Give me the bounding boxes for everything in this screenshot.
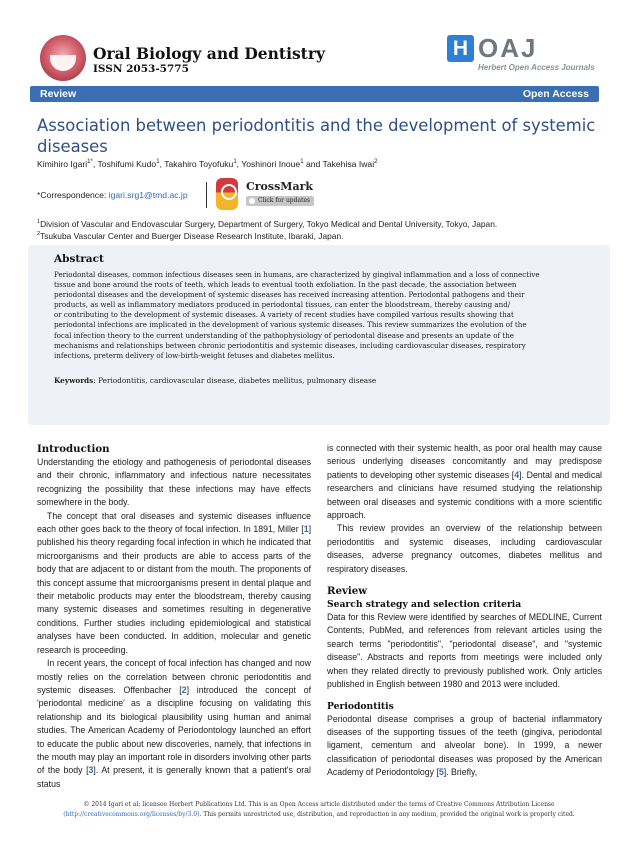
crossmark-icon[interactable] (216, 178, 238, 210)
text-run: ]. At present, it is generally known that a patient's oral status (37, 765, 311, 789)
author-name: Takahiro Toyofuku (164, 159, 234, 169)
review-heading: Review (327, 585, 367, 598)
periodontitis-heading: Periodontitis (327, 700, 394, 712)
abstract-line: periodontal diseases and the development of systemic diseases has received increasing attention. Periodontal pathogens and their (54, 290, 525, 300)
body-left-column (37, 442, 311, 791)
author-affil-sup: 1 (233, 159, 237, 166)
affiliation-2 (37, 231, 343, 241)
correspondence-label: *Correspondence: (37, 190, 107, 200)
abstract-line: infections, preterm delivery of low-birth-weight fetuses and diabetes mellitus. (54, 350, 335, 360)
introduction-heading: Introduction (37, 443, 110, 455)
citation-link[interactable]: 5 (438, 767, 444, 778)
abstract-line: products, as well as inflammatory mediators produced in periodontal tissues, can enter the bloodstream, thereby causing and/ (54, 300, 511, 310)
open-access-label: Open Access (522, 88, 589, 100)
paragraph (37, 657, 311, 791)
abstract-line: periodontal infections are implicated in the development of various systemic diseases. This review summarizes the evolution of the (54, 320, 527, 330)
affiliation-1 (37, 219, 497, 229)
text-run: The concept that oral diseases and systemic diseases influence each other goes back to the theory of focal infection. In 1891, Miller [ (37, 510, 311, 535)
abstract-line: or contributing to the development of systemic diseases. A variety of recent studies have compiled various results showing that (54, 310, 514, 320)
text-run: ]. Briefly, (443, 767, 478, 778)
author-list: Kimihiro Igari$^{1*}$, Toshifumi Kudo$^1$, Takahiro Toyofuku$^1$, Yoshinori Inoue$^1$ and Takehisa Iwai$^2$ (37, 159, 378, 169)
abstract-text (54, 270, 600, 361)
author-affil-sup: 1 (156, 159, 160, 166)
correspondence-email-link[interactable]: igari.srg1@tmd.ac.jp (108, 190, 188, 200)
text-run: ] introduced the concept of 'periodontal medicine' as a discipline focusing on validating this relationship and its biological plausibility using human and animal studies. The American Academy of Periodontology launched an effort to educate the public about new discoveries, namely, that infections in the mouth may play an important role in disorders involving other parts of the body [ (37, 684, 312, 776)
citation-link[interactable]: 1 (303, 524, 309, 535)
divider (206, 182, 207, 208)
text-run: In recent years, the concept of focal infection has changed and now mostly relies on the correlation between chronic periodontitis and systemic diseases. Offenbacher [ (37, 658, 311, 695)
abstract-line: Periodontal diseases, common infectious diseases seen in humans, are characterized by gingival inflammation and a loss of connective (54, 270, 540, 279)
author-affil-sup: 2 (374, 159, 378, 166)
license-footer (30, 800, 608, 820)
citation-link[interactable]: 3 (88, 765, 94, 776)
body-right-column (327, 442, 602, 780)
abstract-line: tissue and bone around the roots of teeth, which leads to eventual tooth exfoliation. In the past decade, the association between (54, 280, 517, 290)
journal-name: Oral Biology and Dentistry (93, 44, 326, 63)
affiliation-text: Division of Vascular and Endovascular Surgery, Department of Surgery, Tokyo Medical and Dental University, Tokyo, Japan. (40, 219, 498, 229)
text-run: ]. Dental and medical researchers and clinicians have resumed studying the relationship between oral diseases and systemic conditions with a more scientific approach. (327, 469, 603, 521)
author-affil-sup: 1 (300, 159, 304, 166)
paragraph (327, 713, 602, 780)
article-type-banner (30, 86, 599, 102)
publisher-tagline: Herbert Open Access Journals (478, 63, 595, 72)
text-run: is connected with their systemic health, as poor oral health may cause serious underlying diseases concomitantly and may predispose patients to developing other systemic diseases [ (327, 443, 602, 480)
abstract-line: focal infection theory to the current understanding of the pathophysiology of periodontal disease and presents an update of the (54, 330, 514, 340)
license-text: © 2014 Igari et al; licensee Herbert Publications Ltd. This is an Open Access article distributed under the terms of Creative Commons Attribution License (83, 801, 555, 808)
crossmark-updates-button[interactable]: Click for updates (246, 196, 314, 206)
affiliation-text: Tsukuba Vascular Center and Buerger Disease Research Institute, Ibaraki, Japan. (40, 231, 344, 241)
text-run: ] published his theory regarding focal infection in which he indicated that microorganisms and their products are able to access parts of the body that are adjacent to or distant from the mouth. The proponents of this concept assume that microorganisms present in dental plaque and their metabolic products may enter the bloodstream, thereby causing many systemic diseases and sometimes resulting in degenerative conditions. Further studies including epidemiological and statistical analyses have been conducted. In addition, molecular and genetic research is proceeding. (37, 524, 311, 655)
author-affil-sup: 1* (87, 159, 93, 166)
paragraph: Understanding the etiology and pathogenesis of periodontal diseases and their chronic, inflammatory and infectious nature necessitates recognizing the possibility that these infections may have effects somewhere in the body. (37, 457, 311, 508)
author-name: Kimihiro Igari (37, 159, 88, 169)
search-strategy-heading: Search strategy and selection criteria (327, 599, 522, 611)
publisher-logo-icon: H (447, 35, 474, 62)
abstract-line: mechanisms and relationships between chronic periodontitis and systemic diseases, including cardiovascular diseases, respiratory (54, 340, 526, 350)
author-name: Yoshinori Inoue (241, 159, 301, 169)
license-link[interactable]: (http://creativecommons.org/licenses/by/3.0) (63, 811, 200, 818)
abstract-heading: Abstract (54, 253, 104, 265)
correspondence (37, 190, 188, 200)
journal-logo-icon (40, 35, 86, 81)
affiliation-sup: 1 (37, 219, 41, 226)
text-run: Periodontal disease comprises a group of bacterial inflammatory diseases of the supporting tissues of the teeth (gingiva, periodontal ligament, cementum and alveolar bone). In 1999, a newer classification of periodontal diseases was proposed by the American Academy of Periodontology [ (327, 713, 602, 778)
keywords-list: : Periodontitis, cardiovascular disease, diabetes mellitus, pulmonary disease (93, 376, 377, 385)
paragraph: Data for this Review were identified by searches of MEDLINE, Current Contents, PubMed, and references from relevant articles using the search terms "periodontitis", "periodontal disease", and "systemic disease". Abstracts and reports from meetings were included only when they related directly to previously published work. Only articles published in English between 1980 and 2013 were included. (327, 612, 602, 690)
citation-link[interactable]: 2 (181, 684, 187, 695)
author-name: Toshifumi Kudo (97, 159, 157, 169)
article-type-label: Review (40, 88, 77, 100)
keywords (54, 376, 600, 385)
license-text: . This permits unrestricted use, distribution, and reproduction in any medium, provided the original work is properly cited. (199, 811, 575, 818)
citation-link[interactable]: 4 (514, 469, 520, 480)
keywords-label: Keywords (54, 376, 94, 385)
affiliation-sup: 2 (37, 231, 41, 238)
paragraph: This review provides an overview of the relationship between periodontitis and systemic diseases, including cardiovascular diseases, adverse pregnancy outcomes, diabetes mellitus and respiratory diseases. (327, 523, 602, 574)
author-name: Takehisa Iwai (322, 159, 375, 169)
journal-issn: ISSN 2053-5775 (93, 63, 189, 75)
paragraph (327, 442, 602, 522)
crossmark-label[interactable]: CrossMark (246, 180, 313, 193)
publisher-mark: OAJ (478, 33, 538, 63)
article-title: Association between periodontitis and the development of systemic diseases (37, 116, 596, 156)
paragraph (37, 510, 311, 657)
